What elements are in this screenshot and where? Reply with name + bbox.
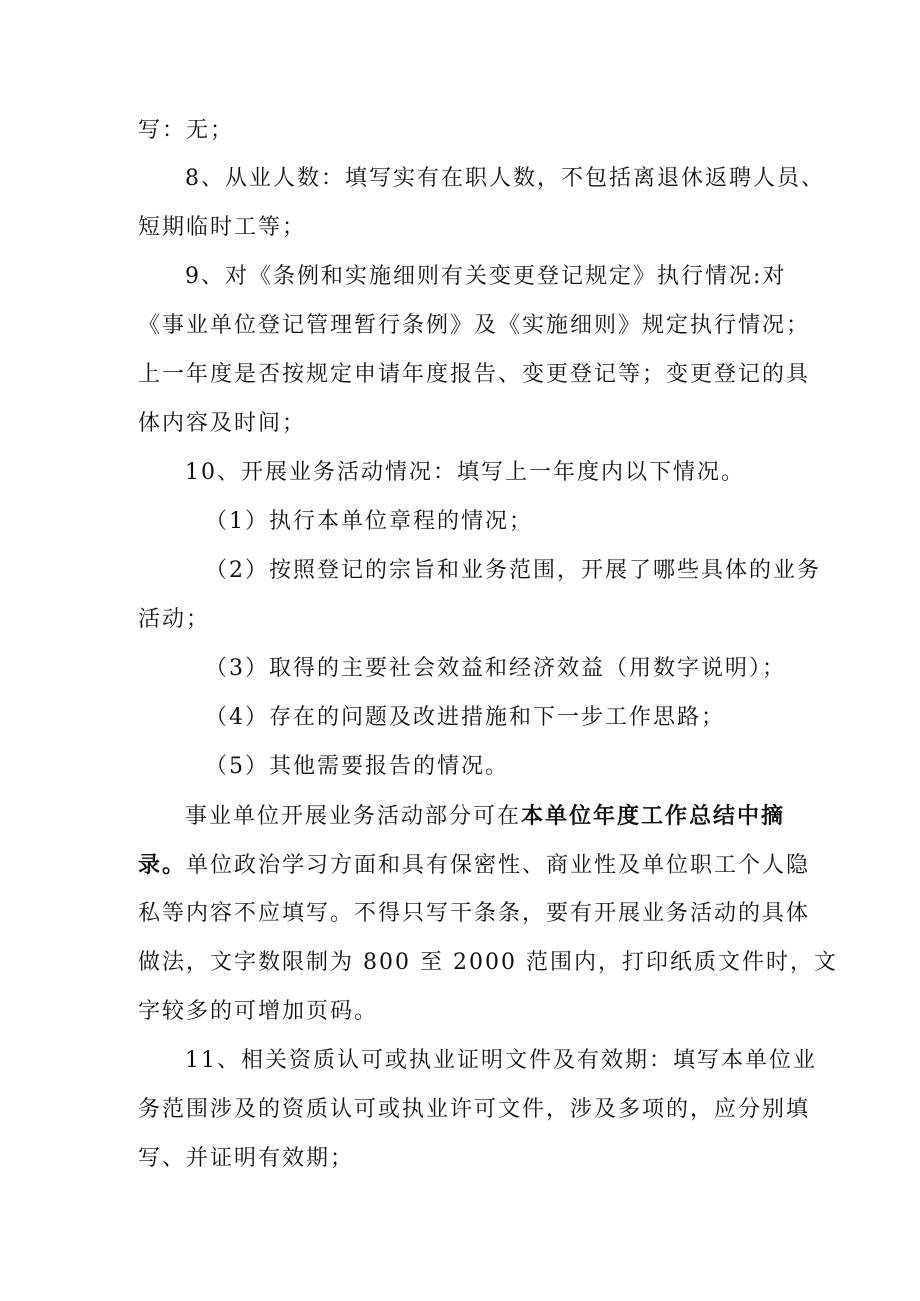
note-line-4: 做法，文字数限制为 800 至 2000 范围内，打印纸质文件时，文 xyxy=(138,950,838,975)
note-line-5: 字较多的可增加页码。 xyxy=(138,999,379,1024)
item-10-sub-5: （5）其他需要报告的情况。 xyxy=(205,754,509,779)
item-9-line-4: 体内容及时间； xyxy=(138,411,307,436)
item-10-sub-2-line-2: 活动； xyxy=(138,607,211,632)
paragraph-line: 写：无； xyxy=(138,118,235,143)
item-10-line-1: 10、开展业务活动情况：填写上一年度内以下情况。 xyxy=(185,460,745,485)
item-10-sub-2-line-1: （2）按照登记的宗旨和业务范围，开展了哪些具体的业务 xyxy=(205,558,821,583)
item-11-line-3: 写、并证明有效期； xyxy=(138,1146,355,1171)
item-10-sub-4: （4）存在的问题及改进措施和下一步工作思路； xyxy=(205,705,725,730)
note-text: 事业单位开展业务活动部分可在 xyxy=(185,804,522,829)
note-line-2 xyxy=(138,850,811,881)
item-10-sub-3: （3）取得的主要社会效益和经济效益（用数字说明）； xyxy=(205,656,786,681)
item-9-line-3: 上一年度是否按规定申请年度报告、变更登记等；变更登记的具 xyxy=(138,362,811,387)
item-9-line-2: 《事业单位登记管理暂行条例》及《实施细则》规定执行情况； xyxy=(138,313,811,338)
note-emphasis: 本单位年度工作总结中摘 xyxy=(521,803,786,829)
note-text: 单位政治学习方面和具有保密性、商业性及单位职工个人隐 xyxy=(186,853,811,878)
note-line-3: 私等内容不应填写。不得只写干条条，要有开展业务活动的具体 xyxy=(138,901,811,926)
item-11-line-1: 11、相关资质认可或执业证明文件及有效期：填写本单位业 xyxy=(185,1048,817,1073)
item-8-line-2: 短期临时工等； xyxy=(138,215,307,240)
item-8-line-1: 8、从业人数：填写实有在职人数，不包括离退休返聘人员、 xyxy=(185,166,825,191)
item-11-line-2: 务范围涉及的资质认可或执业许可文件，涉及多项的，应分别填 xyxy=(138,1097,811,1122)
item-10-sub-1: （1）执行本单位章程的情况； xyxy=(205,509,533,534)
note-emphasis-end: 录。 xyxy=(138,852,187,878)
item-9-line-1: 9、对《条例和实施细则有关变更登记规定》执行情况:对 xyxy=(185,264,787,289)
note-line-1 xyxy=(185,801,845,832)
